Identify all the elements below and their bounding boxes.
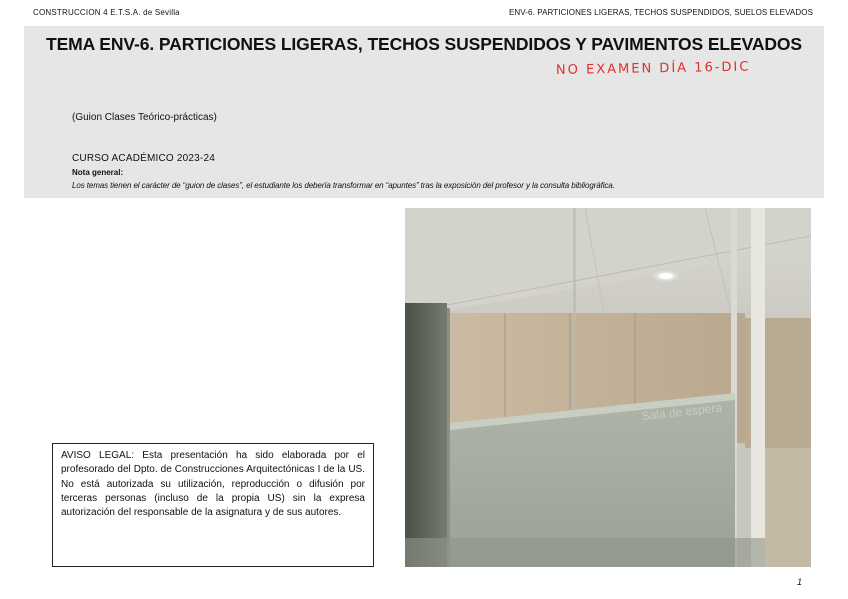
course-year: CURSO ACADÉMICO 2023-24: [72, 153, 215, 164]
subtitle: (Guion Clases Teórico-prácticas): [72, 112, 217, 123]
header-topic-label: ENV-6. PARTICIONES LIGERAS, TECHOS SUSPENDIDOS, SUELOS ELEVADOS: [508, 8, 813, 17]
glass-lettering: Sala de espera: [640, 400, 723, 423]
legal-notice: AVISO LEGAL: Esta presentación ha sido elaborada por el profesorado del Dpto. de Construcciones Arquitectónicas I de la US. No está autorizada su utilización, reproducción o difusión por terceras personas (incluso de la propia US) sin la expresa autorización del responsable de la asignatura y de sus autores.: [52, 443, 374, 567]
glass-partition-photo: [405, 208, 811, 567]
handwritten-note: NO EXAMEN DÍA 16-DIC: [555, 59, 751, 78]
note-label: Nota general:: [72, 168, 124, 177]
page-title: TEMA ENV-6. PARTICIONES LIGERAS, TECHOS SUSPENDIDOS Y PAVIMENTOS ELEVADOS: [45, 34, 803, 54]
page-number: 1: [797, 577, 803, 587]
note-text: Los temas tienen el carácter de “guion de clases”, el estudiante los debería transformar en “apuntes” tras la exposición del profesor y la consulta bibliográfica.: [72, 181, 615, 190]
header-course-label: CONSTRUCCION 4 E.T.S.A. de Sevilla: [33, 8, 180, 17]
